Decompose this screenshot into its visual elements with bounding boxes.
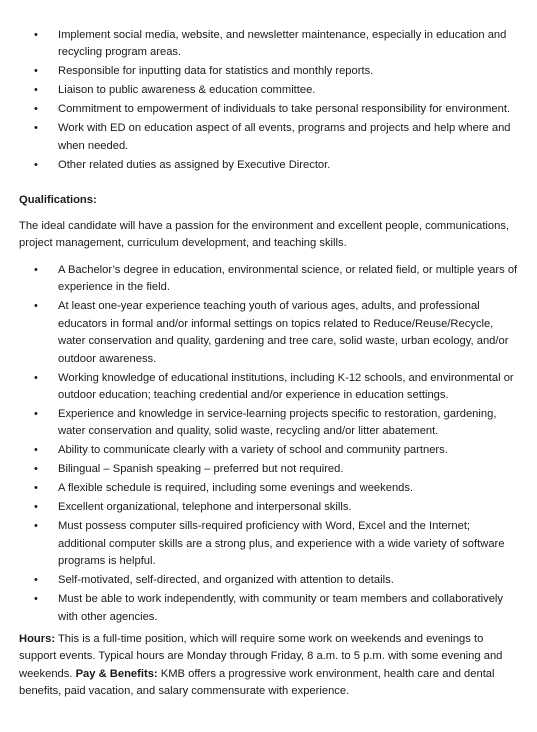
list-item-text: Experience and knowledge in service-learning projects specific to restoration, gardening, water conservation and quality, solid waste, recycling and/or litter abatement. (58, 408, 497, 438)
bullet-icon: • (34, 29, 38, 41)
list-item-text: A Bachelor’s degree in education, environmental science, or related field, or multiple years of experience in the field. (58, 264, 518, 294)
list-item-text: Ability to communicate clearly with a variety of school and community partners. (58, 444, 448, 457)
list-item-text: Excellent organizational, telephone and interpersonal skills. (58, 501, 352, 514)
list-item-text: Must possess computer sills-required proficiency with Word, Excel and the Internet; additional computer skills are a strong plus, and experience with a wide variety of software programs is helpful. (58, 520, 505, 568)
list-item (0, 27, 537, 62)
bullet-icon: • (34, 84, 38, 97)
list-item (0, 499, 537, 516)
pay-benefits-text: KMB offers a progressive work environment, health care and dental benefits, paid vacation, and salary commensurate with experience. (19, 667, 495, 698)
pay-benefits-label: Pay & Benefits: (75, 667, 158, 680)
list-item-text: A flexible schedule is required, including some evenings and weekends. (58, 482, 414, 495)
bullet-icon: • (34, 463, 38, 476)
bullet-icon: • (34, 574, 38, 587)
qualifications-heading: Qualifications: (19, 194, 97, 206)
list-item-text: Bilingual – Spanish speaking – preferred but not required. (58, 463, 344, 476)
list-item (0, 262, 537, 297)
list-item-text: Work with ED on education aspect of all events, programs and projects and help where and when needed. (58, 122, 511, 152)
list-item-text: Commitment to empowerment of individuals to take personal responsibility for environment. (58, 103, 511, 116)
hours-pay-paragraph (19, 631, 519, 701)
qualifications-list (0, 262, 537, 628)
bullet-icon: • (34, 371, 38, 384)
list-item-text: Other related duties as assigned by Executive Director. (58, 158, 331, 171)
bullet-icon: • (34, 300, 38, 313)
bullet-icon: • (34, 593, 38, 606)
qualifications-intro: The ideal candidate will have a passion for the environment and excellent people, communications, project management, curriculum development, and teaching skills. (19, 220, 510, 250)
list-item-text: Liaison to public awareness & education committee. (58, 84, 316, 97)
bullet-icon: • (34, 122, 38, 135)
list-item-text: Must be able to work independently, with community or team members and collaboratively with other agencies. (58, 593, 504, 623)
list-item-text: At least one-year experience teaching youth of various ages, adults, and professional educators in formal and/or informal settings on topics related to Reduce/Reuse/Recycle, water conservation and quality, gardening and tree care, solid waste, urban ecology, and/or outdoor awareness. (58, 300, 509, 365)
hours-label: Hours: (19, 633, 56, 645)
list-item-text: Self-motivated, self-directed, and organized with attention to details. (58, 574, 394, 587)
bullet-icon: • (34, 264, 38, 276)
list-item (0, 591, 537, 626)
bullet-icon: • (34, 158, 38, 171)
duties-list (0, 27, 537, 176)
list-item (0, 157, 537, 174)
list-item (0, 370, 537, 405)
bullet-icon: • (34, 408, 38, 421)
list-item (0, 518, 537, 570)
list-item (0, 461, 537, 478)
bullet-icon: • (34, 65, 38, 78)
list-item (0, 120, 537, 155)
list-item (0, 572, 537, 589)
hours-text: This is a full-time position, which will require some work on weekends and evenings to support events. Typical hours are Monday through Friday, 8 a.m. to 5 p.m. with some evening and weekends. (19, 633, 503, 680)
bullet-icon: • (34, 444, 38, 457)
bullet-icon: • (34, 482, 38, 495)
list-item (0, 406, 537, 441)
list-item (0, 298, 537, 368)
list-item (0, 101, 537, 118)
list-item (0, 442, 537, 459)
bullet-icon: • (34, 501, 38, 514)
list-item (0, 480, 537, 497)
list-item-text: Responsible for inputting data for statistics and monthly reports. (58, 65, 374, 78)
list-item (0, 63, 537, 80)
bullet-icon: • (34, 103, 38, 116)
list-item-text: Working knowledge of educational institutions, including K-12 schools, and environmental or outdoor education; teaching credential and/or experience in education settings. (58, 371, 514, 402)
bullet-icon: • (34, 520, 38, 533)
list-item (0, 82, 537, 99)
list-item-text: Implement social media, website, and newsletter maintenance, especially in education and recycling program areas. (58, 29, 507, 59)
